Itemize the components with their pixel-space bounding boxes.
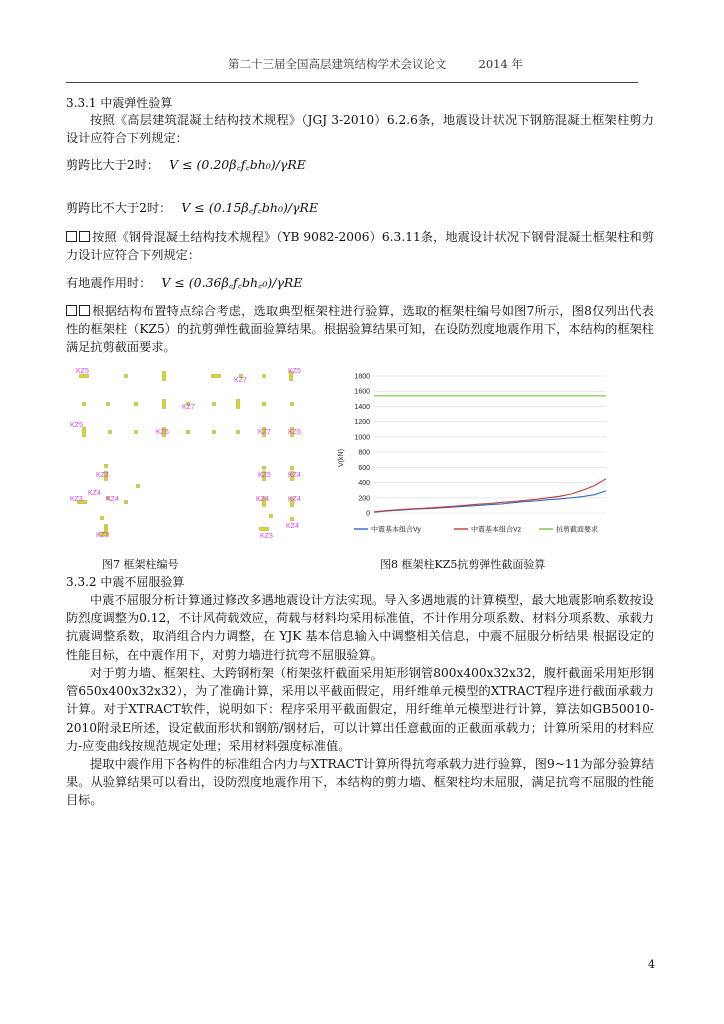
figure-7-caption: 图7 框架柱编号	[102, 558, 179, 571]
column-label: KZ4	[286, 523, 299, 530]
column-marker	[291, 518, 294, 521]
column-label: KZ5	[70, 422, 83, 429]
column-marker	[163, 400, 166, 409]
chart-y-tick-label: 200	[358, 495, 370, 503]
column-marker	[125, 501, 128, 504]
column-marker	[109, 431, 112, 434]
paragraph-6: 提取中震作用下各构件的标准组合内力与XTRACT计算所得抗弯承载力进行验算，图9~11为部分验算结果。从验算结果可以看出，设防烈度地震作用下，本结构的剪力墙、框架柱均未屈服，满足抗弯不屈服的性能目标。	[66, 757, 654, 808]
equation-3	[66, 274, 302, 291]
column-marker	[263, 403, 266, 406]
header-rule	[66, 82, 638, 83]
column-label: KZ6	[288, 429, 301, 436]
column-marker	[213, 431, 216, 434]
paragraph-1: 按照《高层建筑混凝土结构技术规程》（JGJ 3-2010）6.2.6条，地震设计状况下钢筋混凝土框架柱剪力设计应符合下列规定：	[66, 113, 654, 146]
placeholder-box-icon	[66, 305, 77, 316]
chart-series-line	[374, 479, 606, 512]
paragraph-4: 中震不屈服分析计算通过修改多遇地震设计方法实现。导入多遇地震的计算模型，最大地震影响系数按设防烈度调整为0.12，不计风荷载效应，荷载与材料均采用标准值，不计作用分项系数、材料分项系数、承载力抗震调整系数，取消组合内力调整，在 YJK 基本信息输入中调整相关信息，中震不屈服分析结果 根据设定的性能目标，在中震作用下，对剪力墙进行抗弯不屈服验算。	[66, 593, 654, 662]
equation-2	[66, 199, 318, 216]
section-heading-3-3-1: 3.3.1 中震弹性验算	[66, 96, 173, 110]
column-label: KZ7	[258, 429, 271, 436]
column-marker	[137, 485, 140, 488]
chart-y-tick-label: 800	[358, 449, 370, 457]
legend-label: 抗剪截面要求	[556, 526, 598, 534]
column-label: KZ7	[182, 404, 195, 411]
equation-2-formula: V ≤ (0.15β꜀f꜀bh₀)/γRE	[181, 200, 319, 215]
chart-y-tick-label: 1200	[354, 419, 370, 427]
equation-1-label: 剪跨比大于2时：	[66, 158, 160, 172]
column-marker	[237, 400, 240, 409]
column-label: KZ3	[70, 496, 83, 503]
column-label: KZ4	[288, 496, 301, 503]
column-label: KZ5	[288, 368, 301, 375]
paragraph-2-text: 按照《钢骨混凝土结构技术规程》（YB 9082-2006）6.3.11条，地震设计状况下钢骨混凝土框架柱和剪力设计应符合下列规定：	[66, 230, 654, 263]
chart-y-tick-label: 1000	[354, 434, 370, 442]
column-label: KZ7	[234, 377, 247, 384]
column-marker	[135, 403, 138, 406]
column-marker	[125, 375, 128, 378]
chart-y-axis-label: V(kN)	[338, 449, 345, 467]
header-year: 2014 年	[478, 57, 523, 71]
column-label: KZ4	[288, 472, 301, 479]
column-label: KZ4	[256, 496, 269, 503]
column-marker	[135, 431, 138, 434]
paragraph-2	[66, 228, 654, 264]
chart-y-tick-label: 1400	[354, 403, 370, 411]
conference-title: 第二十三届全国高层建筑结构学术会议论文	[228, 57, 447, 71]
column-marker	[291, 467, 294, 470]
placeholder-box-icon	[79, 305, 90, 316]
chart-y-tick-label: 400	[358, 480, 370, 488]
paragraph-5: 对于剪力墙、框架柱、大跨钢桁架（桁架弦杆截面采用矩形钢管800x400x32x32，腹杆截面采用矩形钢管650x400x32x32），为了准确计算，采用以平截面假定，用纤维单元模型的XTRACT程序进行截面承载力计算。对于XTRACT软件，说明如下：程序采用平截面假定，用纤维单元模型进行计算，算法如GB50010-2010附录E所述，设定截面形状和钢筋/钢材后，可以计算出任意截面的正截面承载力；计算所采用的材料应力-应变曲线按规范规定处理；采用材料强度标准值。	[66, 666, 654, 753]
column-label: KZ2	[96, 472, 109, 479]
figure-8-caption: 图8 框架柱KZ5抗剪弹性截面验算	[380, 558, 546, 571]
column-marker	[107, 403, 110, 406]
chart-y-tick-label: 1600	[354, 388, 370, 396]
placeholder-box-icon	[66, 231, 77, 242]
figure-7-plan	[66, 364, 318, 544]
placeholder-box-icon	[79, 231, 90, 242]
column-label: KZ5	[76, 368, 89, 375]
column-marker	[263, 467, 266, 470]
equation-2-label: 剪跨比不大于2时：	[66, 201, 172, 215]
paragraph-3	[66, 302, 654, 357]
figure-8-chart	[334, 366, 624, 542]
equation-1-formula: V ≤ (0.20β꜀f꜀bh₀)/γRE	[169, 157, 306, 172]
page-number: 4	[648, 958, 655, 971]
column-marker	[163, 372, 166, 381]
column-marker	[83, 403, 86, 406]
column-marker	[105, 465, 108, 468]
paragraph-3-text: 根据结构布置特点综合考虑，选取典型框架柱进行验算，选取的框架柱编号如图7所示，图8仅列出代表性的框架柱（KZ5）的抗剪弹性截面验算结果。根据验算结果可知，在设防烈度地震作用下，本结构的框架柱满足抗剪截面要求。	[66, 304, 654, 355]
column-marker	[83, 428, 86, 437]
column-label: KZ1	[96, 532, 109, 539]
running-header	[228, 56, 523, 72]
column-marker	[213, 403, 216, 406]
column-marker	[212, 375, 221, 378]
column-label: KZ5	[258, 472, 271, 479]
column-marker	[187, 431, 190, 434]
column-marker	[263, 375, 266, 378]
column-marker	[260, 528, 269, 531]
chart-y-tick-label: 0	[366, 510, 370, 518]
section-heading-3-3-2: 3.3.2 中震不屈服验算	[66, 575, 185, 589]
chart-y-tick-label: 1800	[354, 373, 370, 381]
column-marker	[291, 403, 294, 406]
legend-label: 中震基本组合Vz	[471, 526, 522, 534]
legend-label: 中震基本组合Vy	[371, 526, 421, 534]
equation-3-formula: V ≤ (0.36β꜀f꜀bh꜀₀)/γRE	[161, 275, 303, 290]
column-label: KZ4	[106, 496, 119, 503]
column-marker	[101, 517, 104, 520]
column-label: KZ3	[260, 533, 273, 540]
column-label: KZ4	[88, 490, 101, 497]
equation-3-label: 有地震作用时：	[66, 276, 152, 290]
column-marker	[237, 431, 240, 434]
chart-y-tick-label: 600	[358, 464, 370, 472]
column-label: KZ6	[156, 429, 169, 436]
column-marker	[270, 515, 273, 518]
equation-1	[66, 156, 306, 173]
